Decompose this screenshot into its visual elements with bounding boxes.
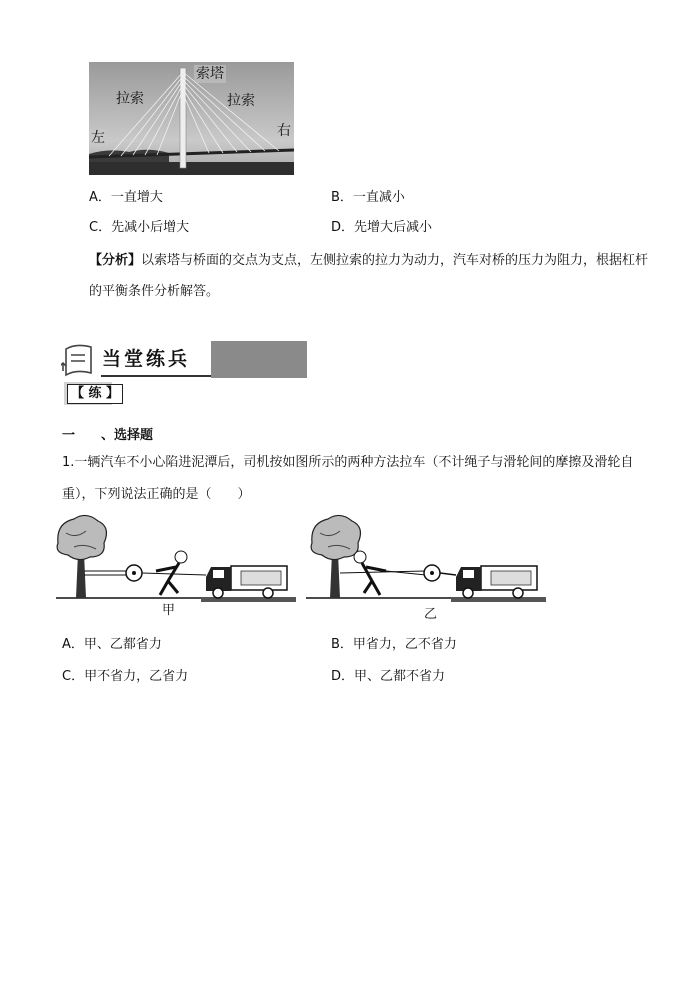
practice-tag: 【 练 】 (67, 384, 123, 404)
right-label: 右 (277, 123, 291, 139)
section-heading (62, 424, 153, 443)
q1-option-c: C．甲不省力，乙省力 (62, 669, 189, 684)
section-number: 一 (62, 428, 76, 443)
figure-jia (56, 513, 296, 628)
analysis-tag: 【分析】 (89, 253, 142, 268)
option-c: C．先减小后增大 (89, 220, 190, 235)
option-a: A．一直增大 (89, 190, 163, 205)
question-1-stem: 1.一辆汽车不小心陷进泥潭后，司机按如图所示的两种方法拉车（不计绳子与滑轮间的摩擦及滑轮自重），下列说法正确的是（ ） (62, 455, 634, 502)
q1-option-b: B．甲省力，乙不省力 (331, 637, 457, 652)
option-d: D．先增大后减小 (331, 220, 433, 235)
left-label: 左 (91, 130, 105, 146)
figure-jia-caption: 甲 (162, 603, 176, 618)
section-title: 、选择题 (101, 428, 154, 443)
option-b: B．一直减小 (331, 190, 405, 205)
analysis-paragraph (89, 245, 659, 307)
banner-title: 当堂练兵 (102, 348, 191, 370)
analysis-text: 以索塔与桥面的交点为支点，左侧拉索的拉力为动力，汽车对桥的压力为阻力，根据杠杆的平衡条件分析解答。 (89, 253, 649, 299)
q1-option-a: A．甲、乙都省力 (62, 637, 162, 652)
figure-yi-caption: 乙 (424, 607, 438, 622)
cable-label-left: 拉索 (116, 91, 144, 107)
bridge-photo (89, 62, 294, 175)
tower-label: 索塔 (196, 66, 224, 82)
cable-label-right: 拉索 (227, 93, 255, 109)
book-icon (61, 345, 91, 375)
q1-option-d: D．甲、乙都不省力 (331, 669, 446, 684)
